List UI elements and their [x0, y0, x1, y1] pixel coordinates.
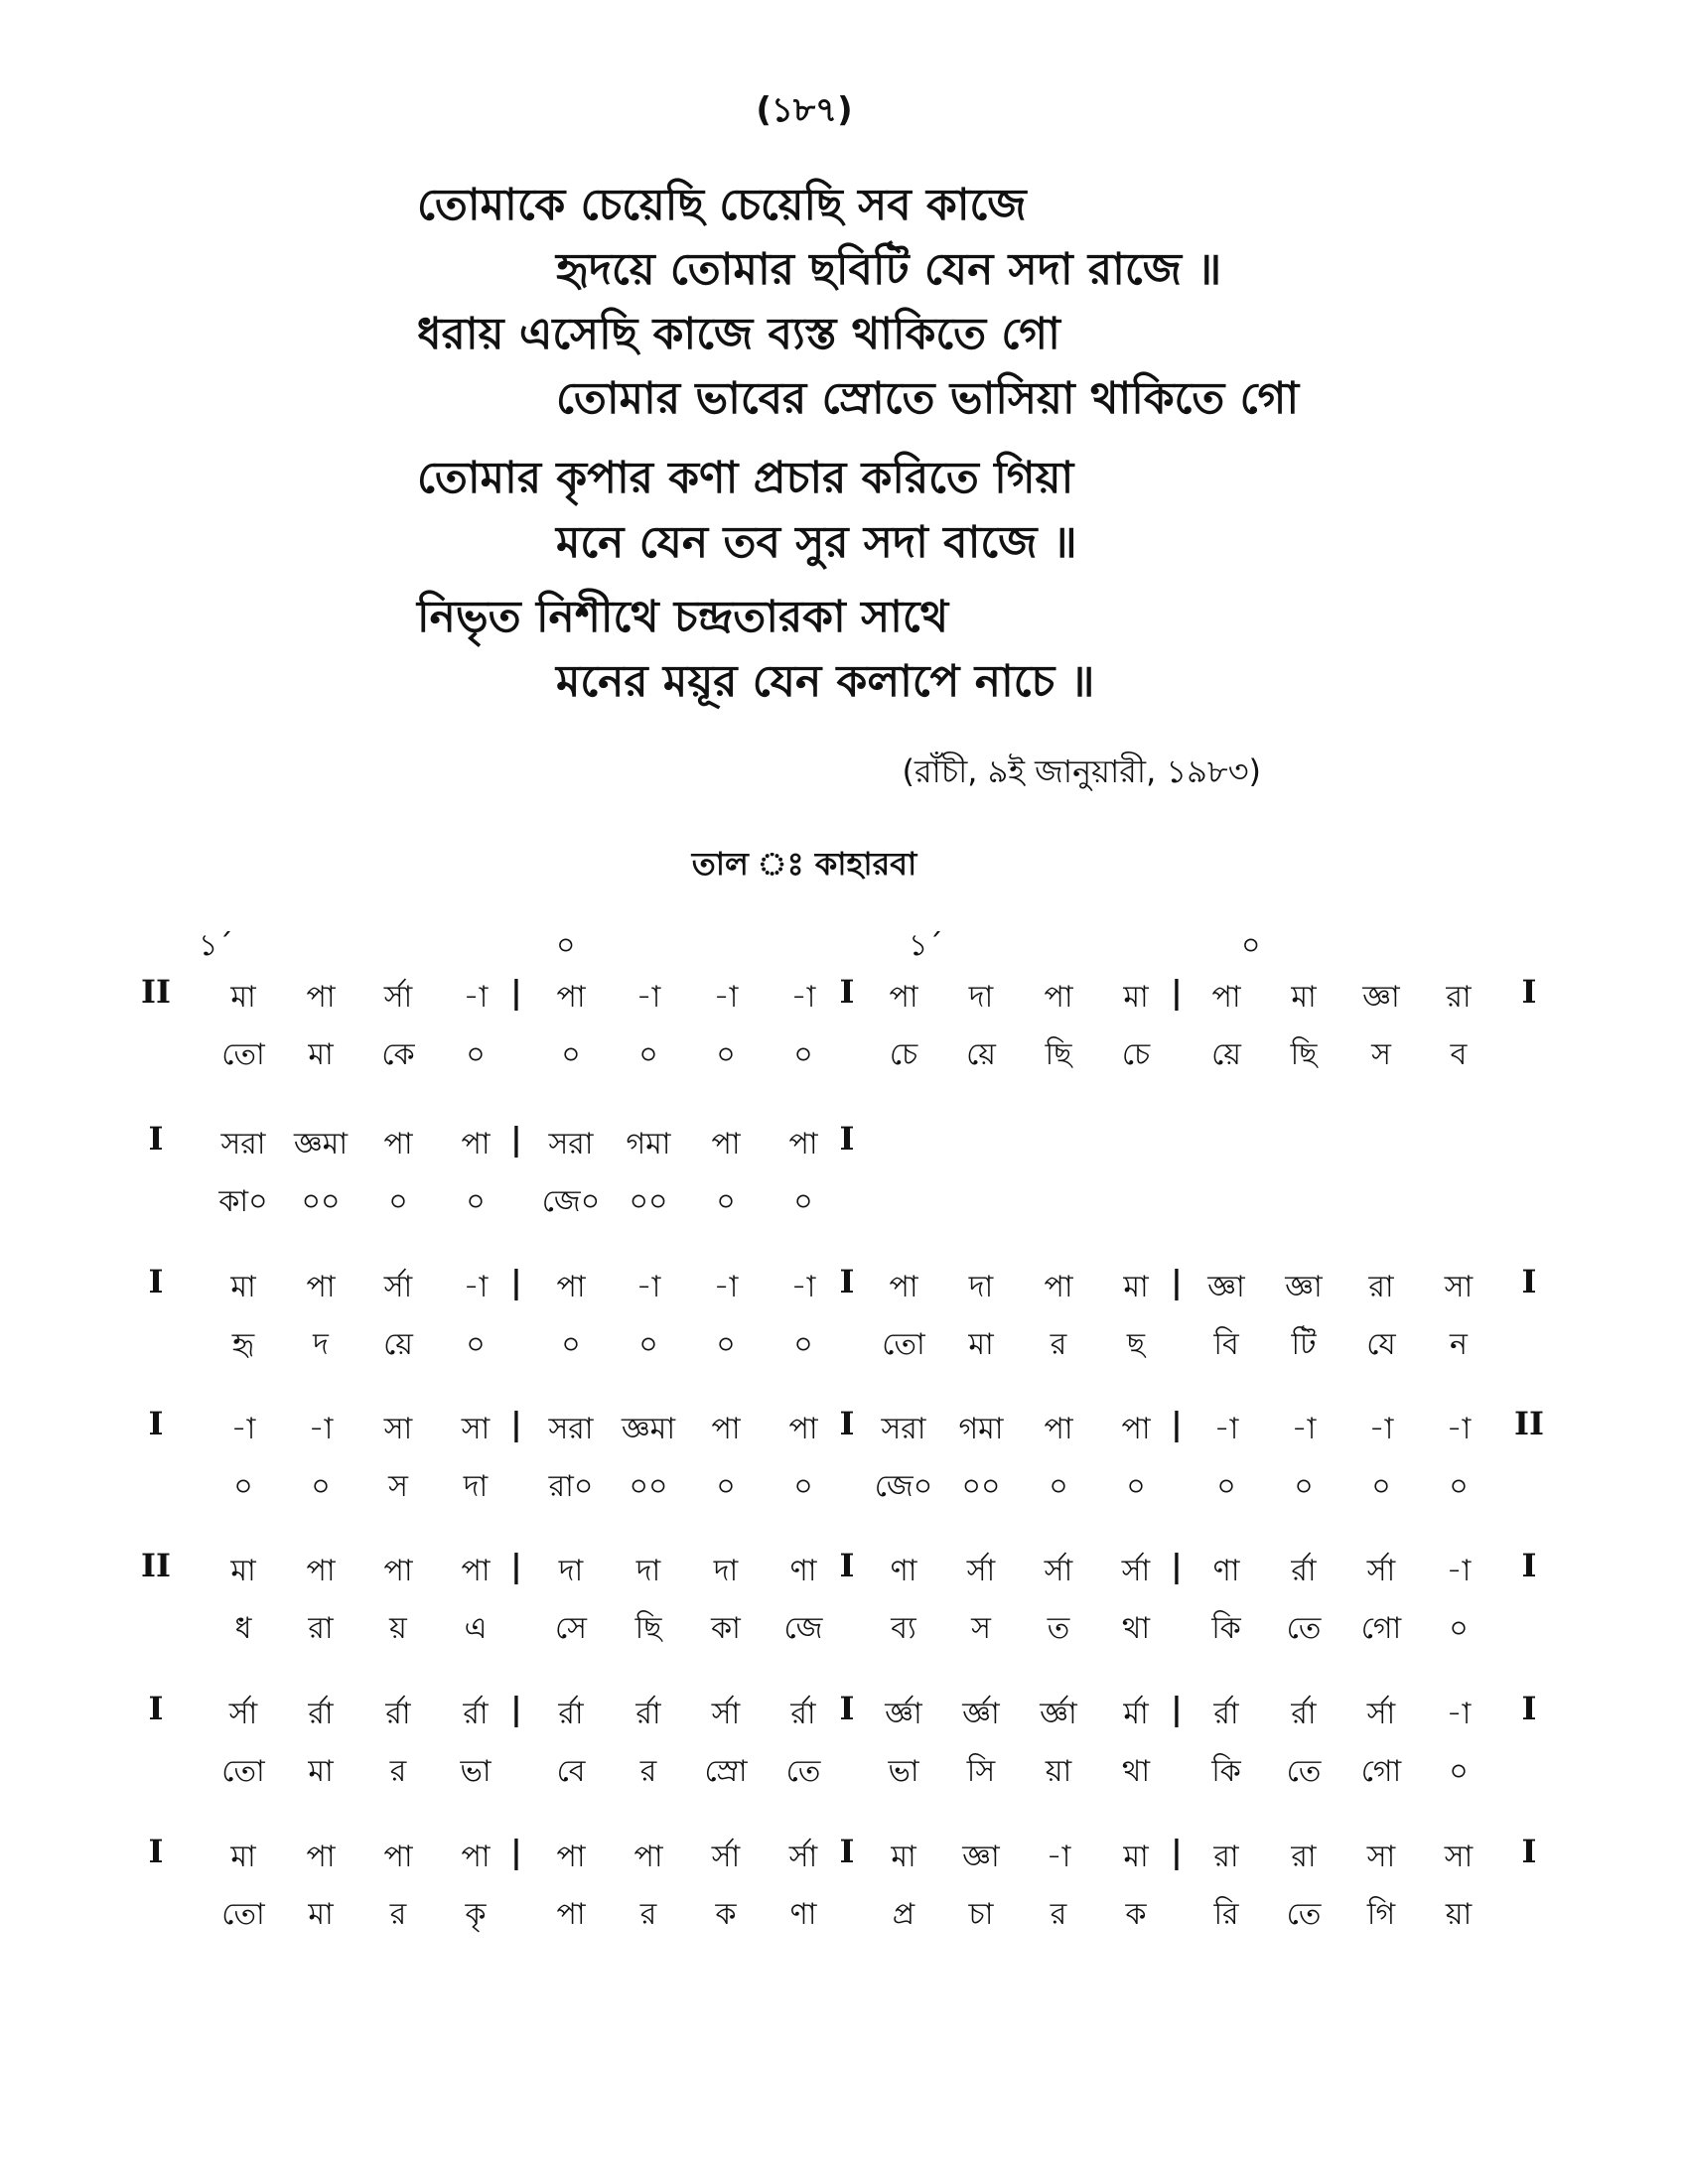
- note: পা: [556, 1840, 586, 1874]
- syllable: য়া: [1045, 1754, 1072, 1789]
- syllable: রি: [1213, 1897, 1239, 1932]
- syllable: সি: [966, 1754, 996, 1789]
- note: পা: [889, 980, 918, 1015]
- syllable: ০: [1216, 1469, 1236, 1504]
- note: র্সা: [711, 1697, 741, 1731]
- syllable: য়ে: [966, 1037, 996, 1072]
- syllable: ০: [1049, 1469, 1068, 1504]
- lyric-line: ধরায় এসেছি কাজে ব্যস্ত থাকিতে গো: [417, 309, 1060, 359]
- syllable: র: [639, 1897, 657, 1932]
- syllable: য়ে: [1211, 1037, 1241, 1072]
- note: র্রা: [635, 1697, 661, 1731]
- lyric-line: তোমাকে চেয়েছি চেয়েছি সব কাজে: [417, 180, 1027, 230]
- lyric-line: তোমার ভাবের স্রোতে ভাসিয়া থাকিতে গো: [556, 373, 1300, 424]
- note: মা: [1291, 980, 1317, 1015]
- syllable: ক: [715, 1897, 737, 1932]
- note: পা: [556, 980, 586, 1015]
- notation-row: [0, 973, 1688, 1082]
- syllable: ০০: [629, 1469, 668, 1504]
- bar-divider: |: [510, 1405, 522, 1442]
- syllable: ০: [466, 1037, 486, 1072]
- syllable: কে: [381, 1037, 415, 1072]
- note: র্সা: [966, 1554, 996, 1588]
- syllable: স: [1371, 1037, 1391, 1072]
- note: পা: [1044, 1270, 1073, 1304]
- note: -া: [1446, 1697, 1472, 1731]
- syllable: ০: [638, 1037, 658, 1072]
- note: পা: [306, 1554, 336, 1588]
- note: -া: [1446, 1412, 1472, 1446]
- note: মা: [1123, 1270, 1149, 1304]
- bar-line-end: I: [1521, 1263, 1537, 1300]
- note: পা: [306, 980, 336, 1015]
- note: -া: [790, 980, 816, 1015]
- syllable: য়ে: [383, 1327, 413, 1362]
- note: পা: [788, 1412, 818, 1446]
- note: মা: [1123, 1840, 1149, 1874]
- syllable: ০: [793, 1037, 813, 1072]
- bar-line-start: II: [141, 1547, 171, 1584]
- syllable: মা: [308, 1754, 334, 1789]
- syllable: স: [971, 1611, 991, 1646]
- note: র্সা: [228, 1697, 258, 1731]
- note: পা: [889, 1270, 918, 1304]
- note: রা: [1446, 980, 1472, 1015]
- note: র্রা: [463, 1697, 489, 1731]
- note: র্সা: [1366, 1554, 1396, 1588]
- syllable: ছি: [634, 1611, 662, 1646]
- notation-row: [0, 1690, 1688, 1799]
- bar-line-end: I: [1521, 1690, 1537, 1727]
- note: মা: [230, 1554, 256, 1588]
- note: -া: [635, 1270, 661, 1304]
- lyric-line: হৃদয়ে তোমার ছবিটি যেন সদা রাজে ॥: [556, 244, 1222, 295]
- syllable: ভা: [460, 1754, 492, 1789]
- note: পা: [1044, 980, 1073, 1015]
- bar-divider: |: [1171, 1405, 1183, 1442]
- note: -া: [1046, 1840, 1071, 1874]
- note: মা: [230, 1270, 256, 1304]
- syllable: স: [388, 1469, 408, 1504]
- syllable: ০০: [629, 1184, 668, 1219]
- syllable: প্র: [892, 1897, 915, 1932]
- note: পা: [711, 1127, 741, 1161]
- note: দা: [635, 1554, 661, 1588]
- note: -া: [463, 980, 489, 1015]
- syllable: ০: [716, 1327, 736, 1362]
- bar-divider: I: [839, 1263, 855, 1300]
- syllable: ছি: [1290, 1037, 1318, 1072]
- lyric-line: মনে যেন তব সুর সদা বাজে ॥: [556, 517, 1077, 568]
- note: রা: [1291, 1840, 1317, 1874]
- syllable: কা: [711, 1611, 741, 1646]
- note: পা: [1044, 1412, 1073, 1446]
- syllable: তে: [1286, 1611, 1322, 1646]
- tala-heading: তাল ঃ কাহারবা: [691, 845, 917, 883]
- bar-divider: |: [510, 973, 522, 1011]
- syllable: রা০: [548, 1469, 594, 1504]
- bar-divider: |: [510, 1690, 522, 1727]
- syllable: কা০: [218, 1184, 268, 1219]
- note: জ্ঞা: [962, 1840, 1000, 1874]
- note: পা: [383, 1127, 413, 1161]
- bar-divider: I: [839, 1833, 855, 1870]
- note: র্সা: [788, 1840, 818, 1874]
- note: মা: [891, 1840, 916, 1874]
- syllable: ০: [793, 1327, 813, 1362]
- note: পা: [633, 1840, 663, 1874]
- bar-divider: I: [839, 1690, 855, 1727]
- note: র্জ্ঞা: [1040, 1697, 1077, 1731]
- note: র্মা: [1123, 1697, 1149, 1731]
- note: জ্ঞমা: [293, 1127, 349, 1161]
- syllable: রা: [308, 1611, 334, 1646]
- bar-line-start: I: [148, 1263, 164, 1300]
- note: র্সা: [383, 980, 413, 1015]
- syllable: গো: [1360, 1754, 1402, 1789]
- beat-mark: ০: [556, 928, 576, 963]
- note: রা: [1368, 1270, 1394, 1304]
- notation-row: [0, 1405, 1688, 1514]
- syllable: তো: [221, 1754, 265, 1789]
- syllable: ব্য: [891, 1611, 916, 1646]
- syllable: তো: [221, 1037, 265, 1072]
- note: র্সা: [1121, 1554, 1151, 1588]
- bar-divider: |: [510, 1833, 522, 1870]
- syllable: মা: [308, 1897, 334, 1932]
- note: দা: [713, 1554, 739, 1588]
- bar-line-start: II: [141, 973, 171, 1011]
- syllable: ০০: [961, 1469, 1001, 1504]
- beat-mark: ০: [1241, 928, 1261, 963]
- note: র্সা: [383, 1270, 413, 1304]
- note: সরা: [548, 1127, 594, 1161]
- syllable: ০: [793, 1469, 813, 1504]
- syllable: ০: [716, 1184, 736, 1219]
- note: মা: [230, 1840, 256, 1874]
- note: র্রা: [1291, 1554, 1317, 1588]
- bar-line-start: I: [148, 1690, 164, 1727]
- bar-divider: |: [1171, 1690, 1183, 1727]
- syllable: জে০: [541, 1184, 601, 1219]
- syllable: ০: [638, 1327, 658, 1362]
- syllable: ০: [466, 1327, 486, 1362]
- syllable: তে: [1286, 1897, 1322, 1932]
- note: র্রা: [558, 1697, 584, 1731]
- syllable: ত: [1047, 1611, 1070, 1646]
- note: পা: [383, 1840, 413, 1874]
- syllable: পা: [556, 1897, 586, 1932]
- syllable: তো: [221, 1897, 265, 1932]
- syllable: মা: [308, 1037, 334, 1072]
- note: -া: [463, 1270, 489, 1304]
- place-date: (রাঁচী, ৯ই জানুয়ারী, ১৯৮৩): [902, 752, 1261, 790]
- syllable: র: [639, 1754, 657, 1789]
- syllable: ০০: [301, 1184, 341, 1219]
- note: রা: [1213, 1840, 1239, 1874]
- syllable: ক: [1125, 1897, 1147, 1932]
- beat-markers: [0, 921, 1688, 961]
- notation-row: [0, 1120, 1688, 1229]
- bar-divider: |: [510, 1120, 522, 1158]
- syllable: বে: [556, 1754, 586, 1789]
- note: সরা: [881, 1412, 926, 1446]
- note: র্রা: [1291, 1697, 1317, 1731]
- note: পা: [383, 1554, 413, 1588]
- syllable: গো: [1360, 1611, 1402, 1646]
- syllable: তে: [785, 1754, 821, 1789]
- syllable: ব: [1450, 1037, 1468, 1072]
- note: র্জ্ঞা: [885, 1697, 922, 1731]
- note: মা: [1123, 980, 1149, 1015]
- note: সা: [383, 1412, 413, 1446]
- note: জ্ঞা: [1207, 1270, 1245, 1304]
- note: -া: [308, 1412, 334, 1446]
- syllable: যে: [1366, 1327, 1396, 1362]
- syllable: য়া: [1445, 1897, 1473, 1932]
- note: দা: [968, 1270, 994, 1304]
- syllable: ০: [1294, 1469, 1314, 1504]
- syllable: ০: [311, 1469, 331, 1504]
- note: -া: [1368, 1412, 1394, 1446]
- note: -া: [1446, 1554, 1472, 1588]
- note: সা: [1444, 1270, 1474, 1304]
- syllable: থা: [1121, 1611, 1151, 1646]
- note: পা: [461, 1127, 491, 1161]
- note: র্সা: [711, 1840, 741, 1874]
- note: সা: [1366, 1840, 1396, 1874]
- notation-row: [0, 1547, 1688, 1656]
- note: দা: [558, 1554, 584, 1588]
- syllable: দা: [463, 1469, 489, 1504]
- syllable: দ: [313, 1327, 329, 1362]
- syllable: ০: [1126, 1469, 1146, 1504]
- syllable: ০: [233, 1469, 253, 1504]
- note: র্রা: [1213, 1697, 1239, 1731]
- bar-line-end: II: [1514, 1405, 1544, 1442]
- bar-line-end: I: [1521, 973, 1537, 1011]
- syllable: বি: [1213, 1327, 1239, 1362]
- syllable: ০: [561, 1037, 581, 1072]
- syllable: ০: [388, 1184, 408, 1219]
- bar-divider: I: [839, 973, 855, 1011]
- bar-divider: |: [1171, 1833, 1183, 1870]
- note: র্রা: [385, 1697, 411, 1731]
- syllable: ০: [716, 1469, 736, 1504]
- note: সা: [1444, 1840, 1474, 1874]
- note: সরা: [220, 1127, 266, 1161]
- syllable: য়: [389, 1611, 407, 1646]
- note: র্রা: [790, 1697, 816, 1731]
- syllable: গি: [1366, 1897, 1396, 1932]
- syllable: কৃ: [465, 1897, 487, 1932]
- syllable: ০: [1449, 1754, 1469, 1789]
- syllable: ধ: [234, 1611, 252, 1646]
- syllable: টি: [1291, 1327, 1317, 1362]
- bar-divider: |: [1171, 973, 1183, 1011]
- syllable: ০: [793, 1184, 813, 1219]
- page-number: (১৮৭): [756, 90, 853, 130]
- syllable: ছি: [1045, 1037, 1072, 1072]
- syllable: র: [389, 1897, 407, 1932]
- note: ণা: [1212, 1554, 1240, 1588]
- syllable: ০: [1371, 1469, 1391, 1504]
- syllable: সে: [555, 1611, 587, 1646]
- lyric-line: নিভৃত নিশীথে চন্দ্রতারকা সাথে: [417, 592, 949, 642]
- note: -া: [1291, 1412, 1317, 1446]
- note: র্রা: [308, 1697, 334, 1731]
- syllable: র: [1050, 1327, 1067, 1362]
- note: -া: [790, 1270, 816, 1304]
- note: সা: [461, 1412, 491, 1446]
- syllable: কি: [1211, 1611, 1241, 1646]
- syllable: ণা: [789, 1897, 817, 1932]
- notation-row: [0, 1833, 1688, 1942]
- note: পা: [556, 1270, 586, 1304]
- syllable: ০: [1449, 1469, 1469, 1504]
- note: র্সা: [1366, 1697, 1396, 1731]
- note: ণা: [789, 1554, 817, 1588]
- syllable: তো: [882, 1327, 925, 1362]
- syllable: ন: [1450, 1327, 1468, 1362]
- bar-divider: |: [510, 1263, 522, 1300]
- bar-divider: I: [839, 1405, 855, 1442]
- note: -া: [1213, 1412, 1239, 1446]
- syllable: র: [389, 1754, 407, 1789]
- note: পা: [306, 1270, 336, 1304]
- note: পা: [1211, 980, 1241, 1015]
- note: পা: [461, 1840, 491, 1874]
- syllable: তে: [1286, 1754, 1322, 1789]
- syllable: ছ: [1126, 1327, 1146, 1362]
- bar-line-end: I: [1521, 1833, 1537, 1870]
- note: পা: [788, 1127, 818, 1161]
- note: র্জ্ঞা: [962, 1697, 1000, 1731]
- notation-row: [0, 1263, 1688, 1372]
- bar-divider: I: [839, 1547, 855, 1584]
- beat-mark: ১´: [909, 928, 943, 963]
- bar-line-start: I: [148, 1120, 164, 1158]
- syllable: ০: [716, 1037, 736, 1072]
- note: জ্ঞা: [1285, 1270, 1323, 1304]
- syllable: স্রো: [704, 1754, 748, 1789]
- note: র্সা: [1044, 1554, 1073, 1588]
- bar-divider: |: [1171, 1547, 1183, 1584]
- note: মা: [230, 980, 256, 1015]
- syllable: মা: [968, 1327, 994, 1362]
- bar-line-end: I: [1521, 1547, 1537, 1584]
- note: গমা: [958, 1412, 1004, 1446]
- note: জ্ঞা: [1362, 980, 1400, 1015]
- syllable: থা: [1121, 1754, 1151, 1789]
- note: দা: [968, 980, 994, 1015]
- lyric-line: মনের ময়ূর যেন কলাপে নাচে ॥: [556, 656, 1095, 707]
- bar-line-start: I: [148, 1405, 164, 1442]
- bar-divider: |: [1171, 1263, 1183, 1300]
- syllable: চে: [889, 1037, 918, 1072]
- syllable: হৃ: [231, 1327, 255, 1362]
- syllable: জে: [783, 1611, 823, 1646]
- note: সরা: [548, 1412, 594, 1446]
- syllable: ০: [561, 1327, 581, 1362]
- bar-divider: |: [510, 1547, 522, 1584]
- note: গমা: [626, 1127, 671, 1161]
- syllable: এ: [464, 1611, 488, 1646]
- syllable: র: [1050, 1897, 1067, 1932]
- note: -া: [635, 980, 661, 1015]
- syllable: ০: [466, 1184, 486, 1219]
- syllable: ভা: [888, 1754, 919, 1789]
- note: পা: [306, 1840, 336, 1874]
- note: -া: [230, 1412, 256, 1446]
- note: পা: [461, 1554, 491, 1588]
- bar-line-start: I: [148, 1833, 164, 1870]
- note: -া: [713, 980, 739, 1015]
- syllable: ০: [1449, 1611, 1469, 1646]
- syllable: কি: [1211, 1754, 1241, 1789]
- syllable: চে: [1121, 1037, 1151, 1072]
- note: -া: [713, 1270, 739, 1304]
- lyric-line: তোমার কৃপার কণা প্রচার করিতে গিয়া: [417, 453, 1074, 503]
- note: জ্ঞমা: [621, 1412, 676, 1446]
- syllable: জে০: [874, 1469, 933, 1504]
- note: ণা: [890, 1554, 917, 1588]
- note: পা: [1121, 1412, 1151, 1446]
- syllable: চা: [968, 1897, 994, 1932]
- note: পা: [711, 1412, 741, 1446]
- beat-mark: ১´: [199, 928, 233, 963]
- bar-line-end: I: [839, 1120, 855, 1158]
